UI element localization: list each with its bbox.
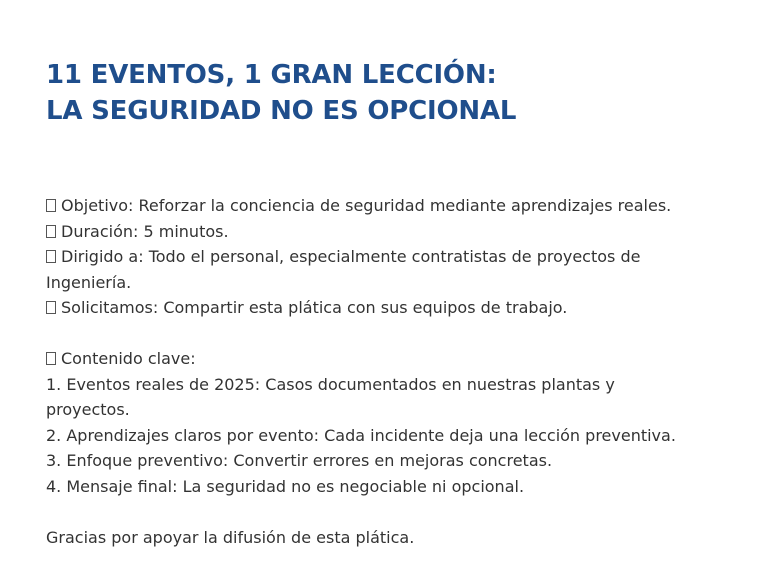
content-item-1: 1. Eventos reales de 2025: Casos documentados en nuestras plantas y <box>46 374 615 394</box>
bullet-icon <box>46 225 56 238</box>
info-request-text: Solicitamos: Compartir esta plática con sus equipos de trabajo. <box>61 298 568 317</box>
spacer <box>46 499 736 525</box>
content-item-4: 4. Mensaje final: La seguridad no es negociable ni opcional. <box>46 476 525 496</box>
info-objective-text: Objetivo: Reforzar la conciencia de seguridad mediante aprendizajes reales. <box>61 196 672 215</box>
info-objective <box>46 193 736 219</box>
slide-body <box>46 193 736 550</box>
info-audience-cont: Ingeniería. <box>46 272 132 292</box>
title-line-2: LA SEGURIDAD NO ES OPCIONAL <box>46 96 517 126</box>
content-heading <box>46 346 736 372</box>
content-item-1-cont: proyectos. <box>46 400 130 419</box>
content-item-2: 2. Aprendizajes claros por evento: Cada incidente deja una lección preventiva. <box>46 425 676 445</box>
closing-text: Gracias por apoyar la difusión de esta plática. <box>46 527 415 547</box>
spacer <box>46 321 736 347</box>
slide-title <box>46 57 516 129</box>
bullet-icon <box>46 199 56 212</box>
bullet-icon <box>46 301 56 314</box>
info-duration-text: Duración: 5 minutos. <box>61 221 229 241</box>
info-audience-text: Dirigido a: Todo el personal, especialmente contratistas de proyectos de <box>61 247 641 266</box>
bullet-icon <box>46 250 56 263</box>
info-audience <box>46 244 736 270</box>
info-duration <box>46 219 736 245</box>
bullet-icon <box>46 352 56 365</box>
info-request <box>46 295 736 321</box>
content-heading-text: Contenido clave: <box>61 349 196 368</box>
content-item-3: 3. Enfoque preventivo: Convertir errores en mejoras concretas. <box>46 451 553 470</box>
title-line-1: 11 EVENTOS, 1 GRAN LECCIÓN: <box>46 60 497 90</box>
